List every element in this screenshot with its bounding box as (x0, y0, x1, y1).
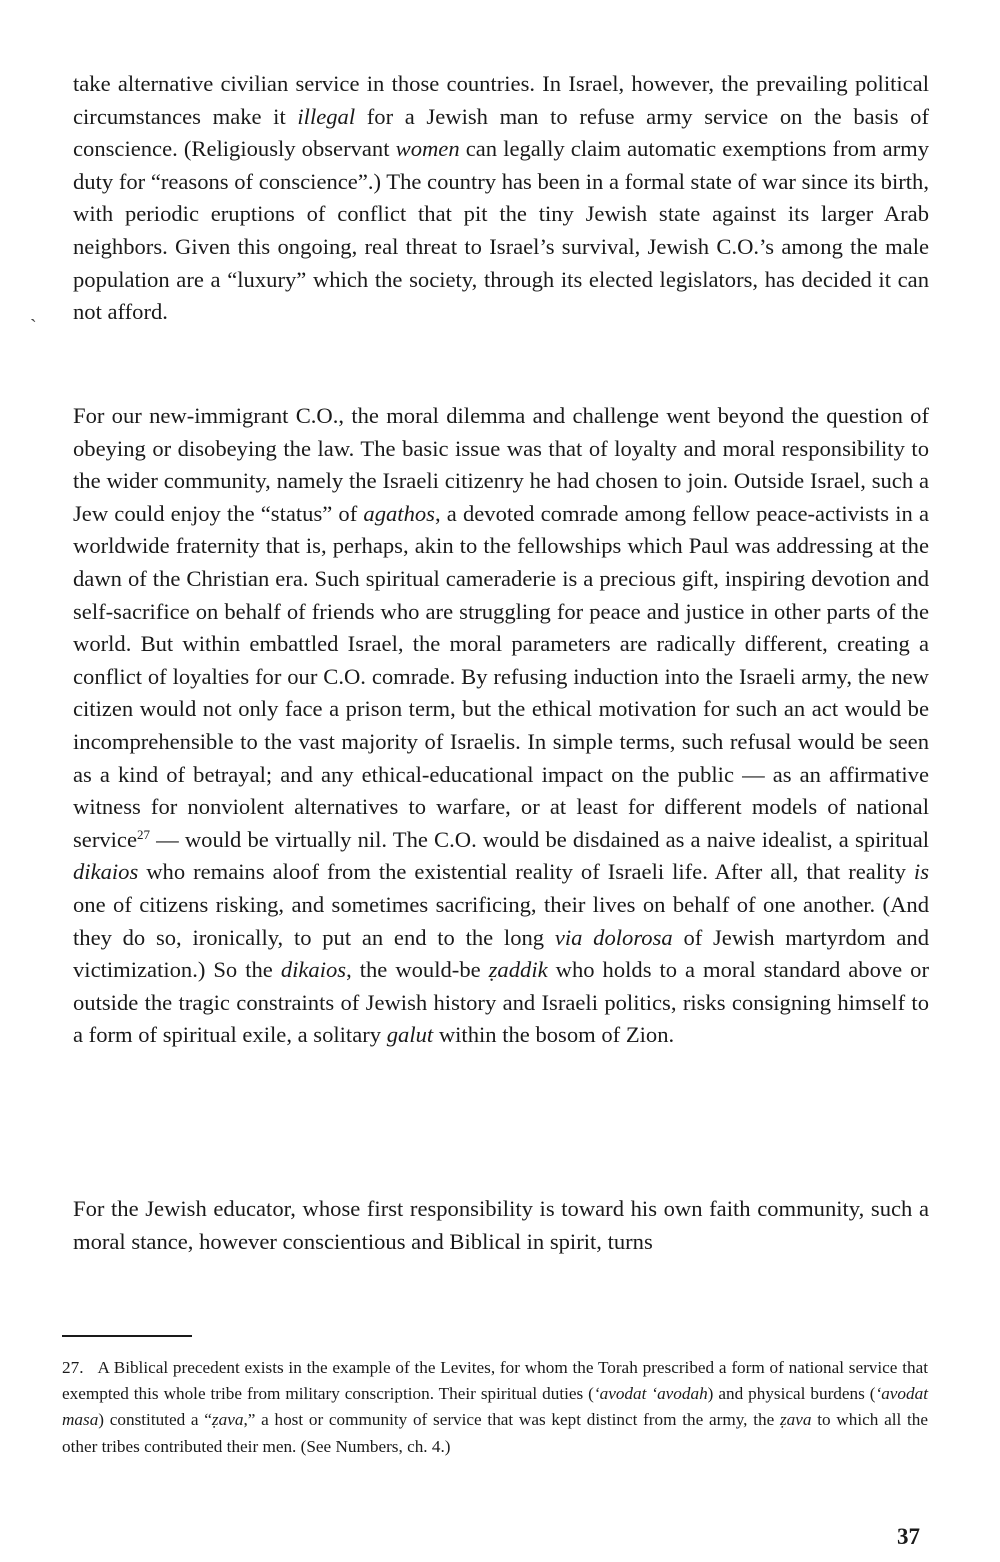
paragraph-2 (73, 400, 929, 1052)
footnote-text: ,” a host or community of service that was kept distinct from the army, the (243, 1410, 780, 1430)
footnote-text: A Biblical precedent exists in the example of the Levites, for whom the Torah prescribed a form of national service that exempted this whole tribe from military conscription. Their spiritual duties ( (62, 1358, 928, 1404)
paragraph-1-text: can legally claim automatic exemptions from army duty for “reasons of conscience”.) The country has been in a formal state of war since its birth, with periodic eruptions of conflict that pit the tiny Jewish state against its larger Arab neighbors. Given this ongoing, real threat to Israel’s survival, Jewish C.O.’s among the male population are a “luxury” which the society, through its elected legislators, has decided it can not afford. (73, 136, 929, 325)
emphasis-via-dolorosa: via dolorosa (554, 924, 673, 950)
emphasis-dikaios: dikaios (280, 957, 347, 983)
emphasis-agathos: agathos (363, 500, 435, 526)
paragraph-2-text: For our new-immigrant C.O., the moral dilemma and challenge went beyond the question of obeying or disobeying the law. The basic issue was that of loyalty and moral responsibility to the wider community, namely the Israeli citizenry he had chosen to join. Outside Israel, such a Jew could enjoy the “status” of (73, 403, 929, 526)
paragraph-3 (73, 1193, 929, 1258)
paragraph-2-text: who holds to a moral standard above or outside the tragic constraints of Jewish history and Israeli politics, risks consigning himself to a form of spiritual exile, a solitary (73, 957, 930, 1048)
paragraph-1-text: for a Jewish man to refuse army service on the basis of conscience. (Religiously observant (73, 103, 929, 162)
paragraph-2-text: within the bosom of Zion. (433, 1022, 675, 1048)
paragraph-1-text: take alternative civilian service in those countries. In Israel, however, the prevailing political circumstances make it (73, 71, 929, 129)
paragraph-2-text: , a devoted comrade among fellow peace-activists in a worldwide fraternity that is, perhaps, akin to the fellowships which Paul was addressing at the dawn of the Christian era. Such spiritual cameraderie is a precious gift, inspiring devotion and self-sacrifice on behalf of friends who are struggling for peace and justice in other parts of the world. But within embattled Israel, the moral parameters are radically different, creating a conflict of loyalties for our C.O. comrade. By refusing induction into the Israeli army, the new citizen would not only face a prison term, but the ethical motivation for such an act would be incomprehensible to the vast majority of Israelis. In simple terms, such refusal would be seen as a kind of betrayal; and any ethical-educational impact on the public — as an affirmative witness for nonviolent alternatives to warfare, or at least for different models of national service (73, 500, 929, 852)
emphasis-is: is (913, 859, 929, 885)
footnote-27 (62, 1355, 928, 1460)
margin-mark: ` (30, 316, 37, 338)
emphasis-women: women (395, 136, 460, 162)
emphasis-zava: ẓava (211, 1410, 244, 1430)
paragraph-1 (73, 68, 929, 329)
emphasis-avodat-avodah: ‘avodat ‘avodah (593, 1384, 708, 1404)
emphasis-galut: galut (386, 1022, 434, 1048)
paragraph-2-text: who remains aloof from the existential reality of Israeli life. After all, that reality (138, 859, 914, 885)
emphasis-zava: ẓava (779, 1410, 812, 1430)
footnote-text: to which all the other tribes contributed their men. (See Numbers, ch. 4.) (62, 1410, 928, 1456)
paragraph-2-text: of Jewish martyrdom and victimization.) So the (73, 924, 929, 983)
emphasis-illegal: illegal (297, 103, 356, 129)
emphasis-zaddik: ẓaddik (488, 957, 548, 983)
page-number: 37 (897, 1524, 920, 1549)
emphasis-avodat-masa: ‘avodat masa (62, 1384, 928, 1430)
paragraph-3-text: For the Jewish educator, whose first responsibility is toward his own faith community, such a moral stance, however conscientious and Biblical in spirit, turns (73, 1196, 929, 1254)
footnote-divider (62, 1335, 192, 1337)
footnote-text: ) and physical burdens ( (707, 1384, 876, 1404)
emphasis-dikaios: dikaios (73, 859, 139, 885)
paragraph-2-text: — would be virtually nil. The C.O. would be disdained as a naive idealist, a spiritual (149, 826, 929, 852)
footnote-reference[interactable]: 27 (136, 826, 150, 842)
paragraph-2-text: one of citizens risking, and sometimes sacrificing, their lives on behalf of one another. (And they do so, ironically, to put an end to the long (73, 891, 929, 950)
paragraph-2-text: , the would-be (346, 957, 489, 983)
footnote-number: 27. (62, 1358, 84, 1377)
footnote-text: ) constituted a “ (98, 1410, 212, 1430)
